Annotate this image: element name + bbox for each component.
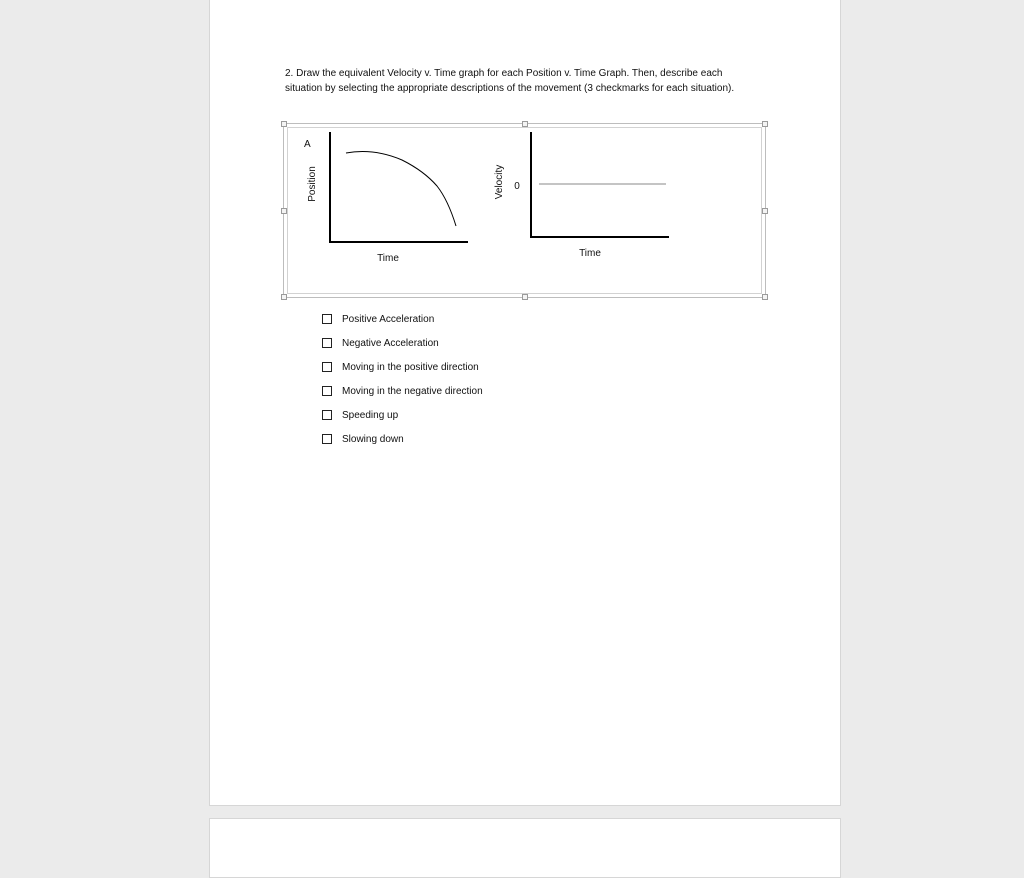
option-moving-negative-direction[interactable] (322, 379, 483, 403)
graph-label-a: A (304, 139, 311, 150)
option-label: Moving in the negative direction (342, 385, 483, 397)
velocity-axis-label: Velocity (494, 164, 505, 200)
graphs-drawing (284, 124, 767, 299)
question-text (285, 66, 785, 96)
position-time-graph (307, 132, 468, 264)
option-speeding-up[interactable] (322, 403, 483, 427)
question-line-1: 2. Draw the equivalent Velocity v. Time graph for each Position v. Time Graph. Then, describe each (285, 68, 723, 79)
velocity-time-label: Time (579, 248, 601, 259)
document-page (209, 0, 841, 806)
option-slowing-down[interactable] (322, 427, 483, 451)
option-label: Negative Acceleration (342, 337, 439, 349)
option-label: Positive Acceleration (342, 313, 435, 325)
position-axis-label: Position (307, 166, 318, 202)
option-positive-acceleration[interactable] (322, 307, 483, 331)
next-document-page (209, 818, 841, 878)
option-negative-acceleration[interactable] (322, 331, 483, 355)
checkbox[interactable] (322, 338, 332, 348)
position-time-label: Time (377, 253, 399, 264)
figure-frame[interactable] (283, 123, 766, 298)
option-label: Speeding up (342, 409, 399, 421)
option-label: Slowing down (342, 433, 404, 445)
movement-options (322, 307, 483, 451)
checkbox[interactable] (322, 314, 332, 324)
checkbox[interactable] (322, 434, 332, 444)
option-label: Moving in the positive direction (342, 361, 479, 373)
velocity-time-graph (494, 132, 669, 259)
question-line-2: situation by selecting the appropriate descriptions of the movement (3 checkmarks for each situation). (285, 83, 735, 94)
option-moving-positive-direction[interactable] (322, 355, 483, 379)
checkbox[interactable] (322, 386, 332, 396)
velocity-zero-label: 0 (514, 181, 520, 192)
checkbox[interactable] (322, 410, 332, 420)
checkbox[interactable] (322, 362, 332, 372)
position-curve (346, 152, 456, 226)
